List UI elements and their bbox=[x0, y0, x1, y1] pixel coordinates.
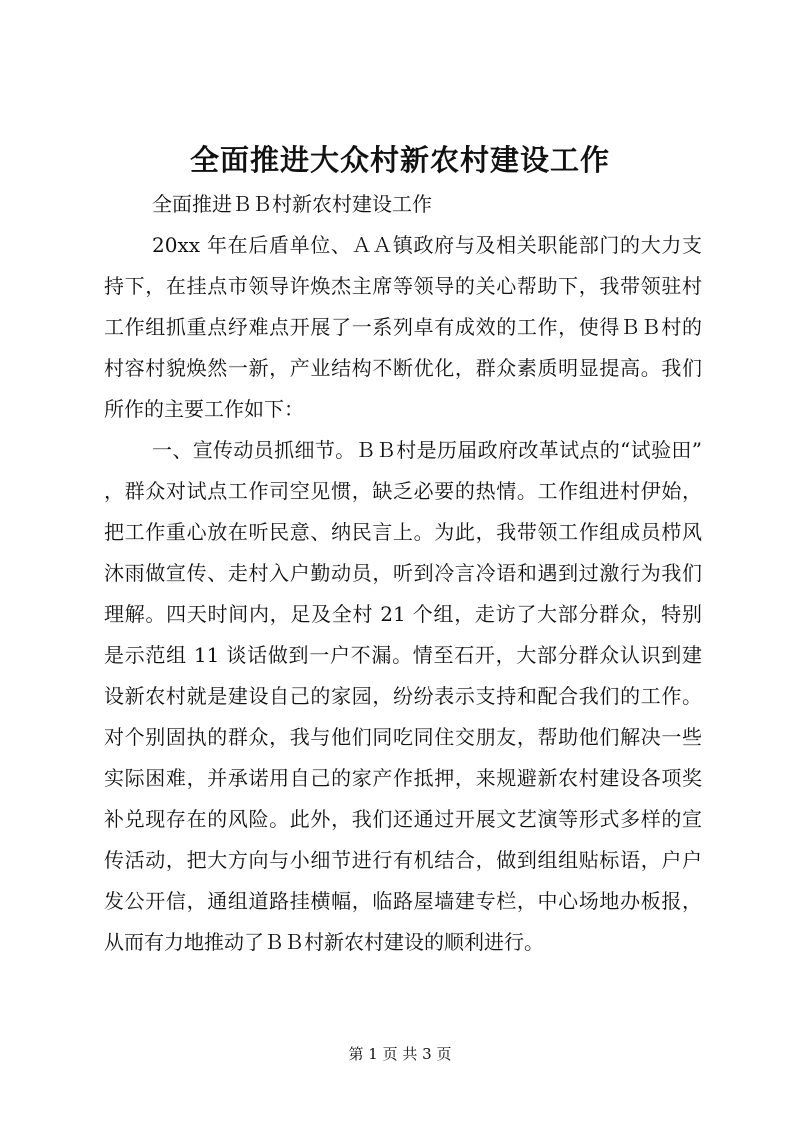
subtitle-paragraph: 全面推进ＢＢ村新农村建设工作 bbox=[152, 192, 432, 216]
document-body bbox=[104, 184, 702, 963]
page-footer: 第 1 页 共 3 页 bbox=[348, 1045, 452, 1063]
document-title: 全面推进大众村新农村建设工作 bbox=[189, 143, 610, 177]
intro-paragraph: 20xx 年在后盾单位、ＡＡ镇政府与及相关职能部门的大力支持下，在挂点市领导许焕杰主席等领导的关心帮助下，我带领驻村工作组抓重点纾难点开展了一系列卓有成效的工作，使得ＢＢ村的村容村貌焕然一新，产业结构不断优化，群众素质明显提高。我们所作的主要工作如下： bbox=[104, 233, 702, 421]
section-one-paragraph: 一、宣传动员抓细节。ＢＢ村是历届政府改革试点的“试验田”，群众对试点工作司空见惯，缺乏必要的热情。工作组进村伊始，把工作重心放在听民意、纳民言上。为此，我带领工作组成员栉风沐雨做宣传、走村入户勤动员，听到冷言冷语和遇到过激行为我们理解。四天时间内，足及全村 21 个组，走访了大部分群众，特别是示范组 11 谈话做到一户不漏。情至石开，大部分群众认识到建设新农村就是建设自己的家园，纷纷表示支持和配合我们的工作。对个别固执的群众，我与他们同吃同住交朋友，帮助他们解决一些实际困难，并承诺用自己的家产作抵押，来规避新农村建设各项奖补兑现存在的风险。此外，我们还通过开展文艺演等形式多样的宣传活动，把大方向与小细节进行有机结合，做到组组贴标语，户户发公开信，通组道路挂横幅，临路屋墙建专栏，中心场地办板报，从而有力地推动了ＢＢ村新农村建设的顺利进行。 bbox=[104, 438, 702, 954]
